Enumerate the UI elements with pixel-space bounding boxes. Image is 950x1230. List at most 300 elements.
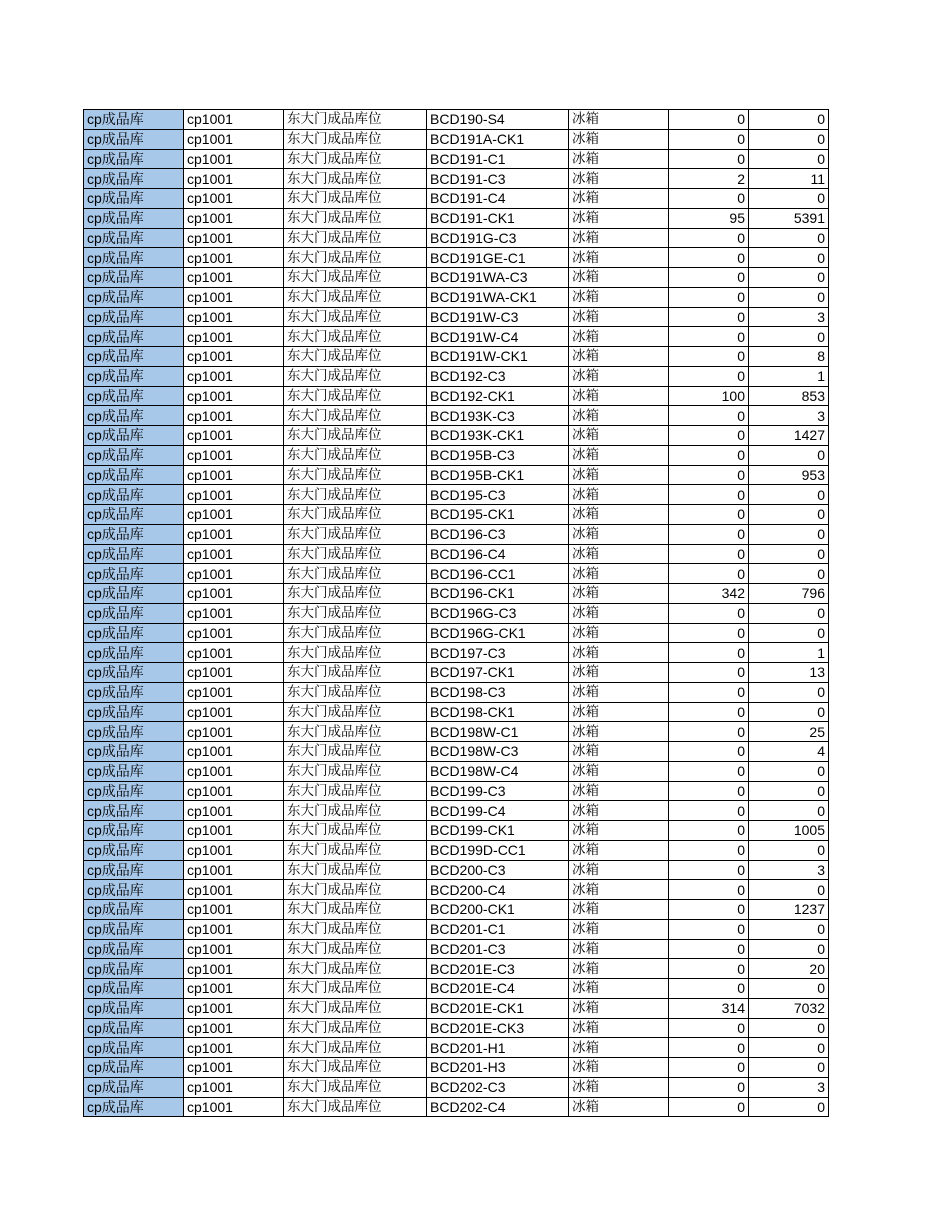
qty-a-cell: 0 — [669, 742, 749, 762]
warehouse-cell: cp成品库 — [84, 821, 184, 841]
warehouse-cell: cp成品库 — [84, 268, 184, 288]
table-body — [84, 110, 829, 1117]
qty-b-cell: 0 — [749, 801, 829, 821]
qty-b-cell: 13 — [749, 663, 829, 683]
category-cell: 冰箱 — [569, 366, 669, 386]
qty-b-cell: 0 — [749, 623, 829, 643]
qty-b-cell: 0 — [749, 979, 829, 999]
category-cell: 冰箱 — [569, 1018, 669, 1038]
warehouse-cell: cp成品库 — [84, 149, 184, 169]
location-cell: 东大门成品库位 — [284, 682, 427, 702]
warehouse-cell: cp成品库 — [84, 702, 184, 722]
warehouse-cell: cp成品库 — [84, 979, 184, 999]
table-row — [84, 722, 829, 742]
category-cell: 冰箱 — [569, 959, 669, 979]
qty-a-cell: 0 — [669, 268, 749, 288]
category-cell: 冰箱 — [569, 623, 669, 643]
warehouse-code-cell: cp1001 — [184, 465, 284, 485]
table-row — [84, 1058, 829, 1078]
model-cell: BCD201-C1 — [427, 919, 569, 939]
category-cell: 冰箱 — [569, 564, 669, 584]
warehouse-cell: cp成品库 — [84, 919, 184, 939]
model-cell: BCD198W-C3 — [427, 742, 569, 762]
qty-a-cell: 0 — [669, 900, 749, 920]
qty-b-cell: 0 — [749, 524, 829, 544]
category-cell: 冰箱 — [569, 445, 669, 465]
model-cell: BCD193K-CK1 — [427, 426, 569, 446]
qty-a-cell: 100 — [669, 386, 749, 406]
warehouse-code-cell: cp1001 — [184, 307, 284, 327]
model-cell: BCD198W-C1 — [427, 722, 569, 742]
qty-a-cell: 342 — [669, 584, 749, 604]
location-cell: 东大门成品库位 — [284, 149, 427, 169]
warehouse-code-cell: cp1001 — [184, 979, 284, 999]
category-cell: 冰箱 — [569, 1077, 669, 1097]
warehouse-cell: cp成品库 — [84, 307, 184, 327]
category-cell: 冰箱 — [569, 248, 669, 268]
warehouse-code-cell: cp1001 — [184, 268, 284, 288]
model-cell: BCD191GE-C1 — [427, 248, 569, 268]
qty-a-cell: 0 — [669, 544, 749, 564]
location-cell: 东大门成品库位 — [284, 880, 427, 900]
category-cell: 冰箱 — [569, 821, 669, 841]
warehouse-code-cell: cp1001 — [184, 248, 284, 268]
warehouse-cell: cp成品库 — [84, 860, 184, 880]
model-cell: BCD191-C1 — [427, 149, 569, 169]
warehouse-code-cell: cp1001 — [184, 445, 284, 465]
qty-a-cell: 0 — [669, 1077, 749, 1097]
location-cell: 东大门成品库位 — [284, 663, 427, 683]
qty-a-cell: 0 — [669, 228, 749, 248]
warehouse-code-cell: cp1001 — [184, 702, 284, 722]
model-cell: BCD201E-C4 — [427, 979, 569, 999]
qty-a-cell: 0 — [669, 939, 749, 959]
warehouse-cell: cp成品库 — [84, 663, 184, 683]
warehouse-cell: cp成品库 — [84, 959, 184, 979]
location-cell: 东大门成品库位 — [284, 307, 427, 327]
qty-b-cell: 0 — [749, 505, 829, 525]
warehouse-cell: cp成品库 — [84, 722, 184, 742]
qty-b-cell: 0 — [749, 544, 829, 564]
warehouse-code-cell: cp1001 — [184, 998, 284, 1018]
table-row — [84, 366, 829, 386]
warehouse-code-cell: cp1001 — [184, 584, 284, 604]
location-cell: 东大门成品库位 — [284, 524, 427, 544]
table-row — [84, 485, 829, 505]
table-row — [84, 129, 829, 149]
qty-b-cell: 796 — [749, 584, 829, 604]
qty-a-cell: 0 — [669, 110, 749, 130]
location-cell: 东大门成品库位 — [284, 1018, 427, 1038]
model-cell: BCD196G-CK1 — [427, 623, 569, 643]
table-row — [84, 465, 829, 485]
qty-b-cell: 1427 — [749, 426, 829, 446]
warehouse-cell: cp成品库 — [84, 939, 184, 959]
warehouse-cell: cp成品库 — [84, 386, 184, 406]
warehouse-cell: cp成品库 — [84, 347, 184, 367]
location-cell: 东大门成品库位 — [284, 998, 427, 1018]
category-cell: 冰箱 — [569, 682, 669, 702]
model-cell: BCD201-H1 — [427, 1038, 569, 1058]
table-row — [84, 919, 829, 939]
qty-a-cell: 314 — [669, 998, 749, 1018]
qty-b-cell: 0 — [749, 110, 829, 130]
location-cell: 东大门成品库位 — [284, 465, 427, 485]
warehouse-cell: cp成品库 — [84, 1038, 184, 1058]
qty-a-cell: 0 — [669, 1097, 749, 1117]
warehouse-cell: cp成品库 — [84, 287, 184, 307]
warehouse-cell: cp成品库 — [84, 485, 184, 505]
qty-b-cell: 20 — [749, 959, 829, 979]
qty-a-cell: 0 — [669, 445, 749, 465]
warehouse-cell: cp成品库 — [84, 584, 184, 604]
inventory-table — [83, 109, 829, 1117]
table-row — [84, 603, 829, 623]
category-cell: 冰箱 — [569, 663, 669, 683]
qty-b-cell: 0 — [749, 1058, 829, 1078]
qty-b-cell: 0 — [749, 702, 829, 722]
location-cell: 东大门成品库位 — [284, 702, 427, 722]
qty-b-cell: 0 — [749, 268, 829, 288]
qty-a-cell: 0 — [669, 189, 749, 209]
warehouse-code-cell: cp1001 — [184, 1077, 284, 1097]
qty-b-cell: 0 — [749, 781, 829, 801]
table-row — [84, 939, 829, 959]
table-row — [84, 564, 829, 584]
qty-a-cell: 0 — [669, 307, 749, 327]
category-cell: 冰箱 — [569, 919, 669, 939]
location-cell: 东大门成品库位 — [284, 445, 427, 465]
qty-a-cell: 0 — [669, 366, 749, 386]
table-row — [84, 663, 829, 683]
warehouse-code-cell: cp1001 — [184, 1058, 284, 1078]
model-cell: BCD199-C3 — [427, 781, 569, 801]
qty-b-cell: 0 — [749, 1097, 829, 1117]
warehouse-cell: cp成品库 — [84, 643, 184, 663]
warehouse-code-cell: cp1001 — [184, 524, 284, 544]
model-cell: BCD196-CK1 — [427, 584, 569, 604]
warehouse-code-cell: cp1001 — [184, 959, 284, 979]
qty-b-cell: 0 — [749, 1038, 829, 1058]
qty-b-cell: 0 — [749, 248, 829, 268]
qty-a-cell: 0 — [669, 485, 749, 505]
qty-b-cell: 3 — [749, 860, 829, 880]
category-cell: 冰箱 — [569, 505, 669, 525]
qty-b-cell: 11 — [749, 169, 829, 189]
warehouse-cell: cp成品库 — [84, 1018, 184, 1038]
table-row — [84, 900, 829, 920]
qty-a-cell: 0 — [669, 1018, 749, 1038]
model-cell: BCD193K-C3 — [427, 406, 569, 426]
qty-b-cell: 8 — [749, 347, 829, 367]
warehouse-cell: cp成品库 — [84, 544, 184, 564]
warehouse-code-cell: cp1001 — [184, 840, 284, 860]
warehouse-code-cell: cp1001 — [184, 406, 284, 426]
table-row — [84, 268, 829, 288]
warehouse-code-cell: cp1001 — [184, 722, 284, 742]
category-cell: 冰箱 — [569, 169, 669, 189]
table-row — [84, 386, 829, 406]
qty-a-cell: 0 — [669, 663, 749, 683]
category-cell: 冰箱 — [569, 465, 669, 485]
warehouse-cell: cp成品库 — [84, 603, 184, 623]
table-row — [84, 248, 829, 268]
warehouse-code-cell: cp1001 — [184, 327, 284, 347]
category-cell: 冰箱 — [569, 129, 669, 149]
warehouse-cell: cp成品库 — [84, 426, 184, 446]
qty-a-cell: 0 — [669, 801, 749, 821]
category-cell: 冰箱 — [569, 268, 669, 288]
model-cell: BCD191WA-CK1 — [427, 287, 569, 307]
location-cell: 东大门成品库位 — [284, 129, 427, 149]
location-cell: 东大门成品库位 — [284, 485, 427, 505]
qty-a-cell: 0 — [669, 682, 749, 702]
qty-b-cell: 3 — [749, 406, 829, 426]
model-cell: BCD191G-C3 — [427, 228, 569, 248]
warehouse-code-cell: cp1001 — [184, 169, 284, 189]
model-cell: BCD196-C4 — [427, 544, 569, 564]
table-row — [84, 406, 829, 426]
location-cell: 东大门成品库位 — [284, 327, 427, 347]
table-row — [84, 959, 829, 979]
table-row — [84, 584, 829, 604]
model-cell: BCD199-CK1 — [427, 821, 569, 841]
qty-a-cell: 0 — [669, 722, 749, 742]
warehouse-code-cell: cp1001 — [184, 860, 284, 880]
model-cell: BCD200-C3 — [427, 860, 569, 880]
warehouse-cell: cp成品库 — [84, 169, 184, 189]
model-cell: BCD197-C3 — [427, 643, 569, 663]
warehouse-code-cell: cp1001 — [184, 1097, 284, 1117]
qty-a-cell: 0 — [669, 564, 749, 584]
category-cell: 冰箱 — [569, 979, 669, 999]
table-row — [84, 742, 829, 762]
table-row — [84, 208, 829, 228]
warehouse-cell: cp成品库 — [84, 1077, 184, 1097]
table-row — [84, 524, 829, 544]
table-row — [84, 880, 829, 900]
model-cell: BCD191W-C3 — [427, 307, 569, 327]
model-cell: BCD200-C4 — [427, 880, 569, 900]
model-cell: BCD199-C4 — [427, 801, 569, 821]
location-cell: 东大门成品库位 — [284, 1038, 427, 1058]
warehouse-code-cell: cp1001 — [184, 1038, 284, 1058]
table-row — [84, 445, 829, 465]
warehouse-cell: cp成品库 — [84, 564, 184, 584]
warehouse-code-cell: cp1001 — [184, 426, 284, 446]
model-cell: BCD196-C3 — [427, 524, 569, 544]
category-cell: 冰箱 — [569, 307, 669, 327]
qty-a-cell: 0 — [669, 840, 749, 860]
qty-b-cell: 0 — [749, 485, 829, 505]
table-row — [84, 169, 829, 189]
location-cell: 东大门成品库位 — [284, 544, 427, 564]
location-cell: 东大门成品库位 — [284, 643, 427, 663]
model-cell: BCD191W-CK1 — [427, 347, 569, 367]
model-cell: BCD192-C3 — [427, 366, 569, 386]
category-cell: 冰箱 — [569, 643, 669, 663]
category-cell: 冰箱 — [569, 228, 669, 248]
qty-b-cell: 0 — [749, 603, 829, 623]
table-row — [84, 1038, 829, 1058]
location-cell: 东大门成品库位 — [284, 189, 427, 209]
category-cell: 冰箱 — [569, 939, 669, 959]
location-cell: 东大门成品库位 — [284, 208, 427, 228]
qty-b-cell: 0 — [749, 682, 829, 702]
category-cell: 冰箱 — [569, 406, 669, 426]
warehouse-cell: cp成品库 — [84, 840, 184, 860]
category-cell: 冰箱 — [569, 584, 669, 604]
qty-a-cell: 0 — [669, 623, 749, 643]
location-cell: 东大门成品库位 — [284, 366, 427, 386]
warehouse-code-cell: cp1001 — [184, 919, 284, 939]
model-cell: BCD198W-C4 — [427, 761, 569, 781]
category-cell: 冰箱 — [569, 327, 669, 347]
model-cell: BCD196G-C3 — [427, 603, 569, 623]
qty-a-cell: 0 — [669, 761, 749, 781]
category-cell: 冰箱 — [569, 485, 669, 505]
location-cell: 东大门成品库位 — [284, 722, 427, 742]
location-cell: 东大门成品库位 — [284, 110, 427, 130]
warehouse-cell: cp成品库 — [84, 505, 184, 525]
qty-a-cell: 0 — [669, 959, 749, 979]
qty-a-cell: 0 — [669, 505, 749, 525]
table-row — [84, 347, 829, 367]
table-row — [84, 327, 829, 347]
warehouse-code-cell: cp1001 — [184, 129, 284, 149]
qty-a-cell: 0 — [669, 702, 749, 722]
table-row — [84, 1077, 829, 1097]
warehouse-cell: cp成品库 — [84, 228, 184, 248]
location-cell: 东大门成品库位 — [284, 979, 427, 999]
table-row — [84, 781, 829, 801]
qty-b-cell: 953 — [749, 465, 829, 485]
category-cell: 冰箱 — [569, 386, 669, 406]
warehouse-code-cell: cp1001 — [184, 189, 284, 209]
warehouse-cell: cp成品库 — [84, 327, 184, 347]
model-cell: BCD195-CK1 — [427, 505, 569, 525]
qty-a-cell: 2 — [669, 169, 749, 189]
model-cell: BCD201E-CK3 — [427, 1018, 569, 1038]
category-cell: 冰箱 — [569, 1038, 669, 1058]
warehouse-code-cell: cp1001 — [184, 821, 284, 841]
model-cell: BCD202-C4 — [427, 1097, 569, 1117]
warehouse-code-cell: cp1001 — [184, 287, 284, 307]
table-row — [84, 998, 829, 1018]
warehouse-cell: cp成品库 — [84, 742, 184, 762]
model-cell: BCD195B-CK1 — [427, 465, 569, 485]
category-cell: 冰箱 — [569, 603, 669, 623]
qty-b-cell: 1005 — [749, 821, 829, 841]
qty-a-cell: 0 — [669, 1058, 749, 1078]
table-row — [84, 228, 829, 248]
table-row — [84, 544, 829, 564]
location-cell: 东大门成品库位 — [284, 248, 427, 268]
model-cell: BCD195B-C3 — [427, 445, 569, 465]
qty-a-cell: 0 — [669, 524, 749, 544]
qty-b-cell: 0 — [749, 939, 829, 959]
qty-a-cell: 0 — [669, 979, 749, 999]
model-cell: BCD191W-C4 — [427, 327, 569, 347]
qty-b-cell: 0 — [749, 327, 829, 347]
warehouse-code-cell: cp1001 — [184, 939, 284, 959]
category-cell: 冰箱 — [569, 840, 669, 860]
warehouse-cell: cp成品库 — [84, 129, 184, 149]
warehouse-code-cell: cp1001 — [184, 366, 284, 386]
category-cell: 冰箱 — [569, 1097, 669, 1117]
warehouse-cell: cp成品库 — [84, 900, 184, 920]
qty-b-cell: 0 — [749, 919, 829, 939]
location-cell: 东大门成品库位 — [284, 603, 427, 623]
warehouse-cell: cp成品库 — [84, 524, 184, 544]
table-row — [84, 623, 829, 643]
warehouse-code-cell: cp1001 — [184, 1018, 284, 1038]
warehouse-code-cell: cp1001 — [184, 900, 284, 920]
model-cell: BCD195-C3 — [427, 485, 569, 505]
location-cell: 东大门成品库位 — [284, 939, 427, 959]
location-cell: 东大门成品库位 — [284, 959, 427, 979]
warehouse-cell: cp成品库 — [84, 781, 184, 801]
location-cell: 东大门成品库位 — [284, 584, 427, 604]
table-row — [84, 801, 829, 821]
warehouse-cell: cp成品库 — [84, 998, 184, 1018]
warehouse-code-cell: cp1001 — [184, 347, 284, 367]
table-row — [84, 979, 829, 999]
location-cell: 东大门成品库位 — [284, 840, 427, 860]
qty-a-cell: 0 — [669, 919, 749, 939]
qty-b-cell: 4 — [749, 742, 829, 762]
qty-b-cell: 0 — [749, 840, 829, 860]
qty-b-cell: 0 — [749, 149, 829, 169]
table-row — [84, 840, 829, 860]
qty-a-cell: 0 — [669, 426, 749, 446]
category-cell: 冰箱 — [569, 880, 669, 900]
category-cell: 冰箱 — [569, 801, 669, 821]
qty-b-cell: 7032 — [749, 998, 829, 1018]
warehouse-code-cell: cp1001 — [184, 643, 284, 663]
category-cell: 冰箱 — [569, 347, 669, 367]
warehouse-cell: cp成品库 — [84, 880, 184, 900]
warehouse-cell: cp成品库 — [84, 623, 184, 643]
table-row — [84, 761, 829, 781]
warehouse-cell: cp成品库 — [84, 1058, 184, 1078]
qty-b-cell: 0 — [749, 228, 829, 248]
warehouse-code-cell: cp1001 — [184, 663, 284, 683]
warehouse-cell: cp成品库 — [84, 189, 184, 209]
category-cell: 冰箱 — [569, 110, 669, 130]
qty-b-cell: 0 — [749, 880, 829, 900]
category-cell: 冰箱 — [569, 781, 669, 801]
warehouse-code-cell: cp1001 — [184, 386, 284, 406]
qty-a-cell: 0 — [669, 465, 749, 485]
qty-a-cell: 0 — [669, 860, 749, 880]
category-cell: 冰箱 — [569, 287, 669, 307]
warehouse-code-cell: cp1001 — [184, 208, 284, 228]
qty-a-cell: 0 — [669, 287, 749, 307]
category-cell: 冰箱 — [569, 149, 669, 169]
warehouse-cell: cp成品库 — [84, 1097, 184, 1117]
warehouse-cell: cp成品库 — [84, 465, 184, 485]
qty-b-cell: 0 — [749, 189, 829, 209]
warehouse-cell: cp成品库 — [84, 248, 184, 268]
model-cell: BCD190-S4 — [427, 110, 569, 130]
model-cell: BCD198-C3 — [427, 682, 569, 702]
warehouse-cell: cp成品库 — [84, 445, 184, 465]
model-cell: BCD196-CC1 — [427, 564, 569, 584]
table-row — [84, 426, 829, 446]
location-cell: 东大门成品库位 — [284, 781, 427, 801]
location-cell: 东大门成品库位 — [284, 287, 427, 307]
